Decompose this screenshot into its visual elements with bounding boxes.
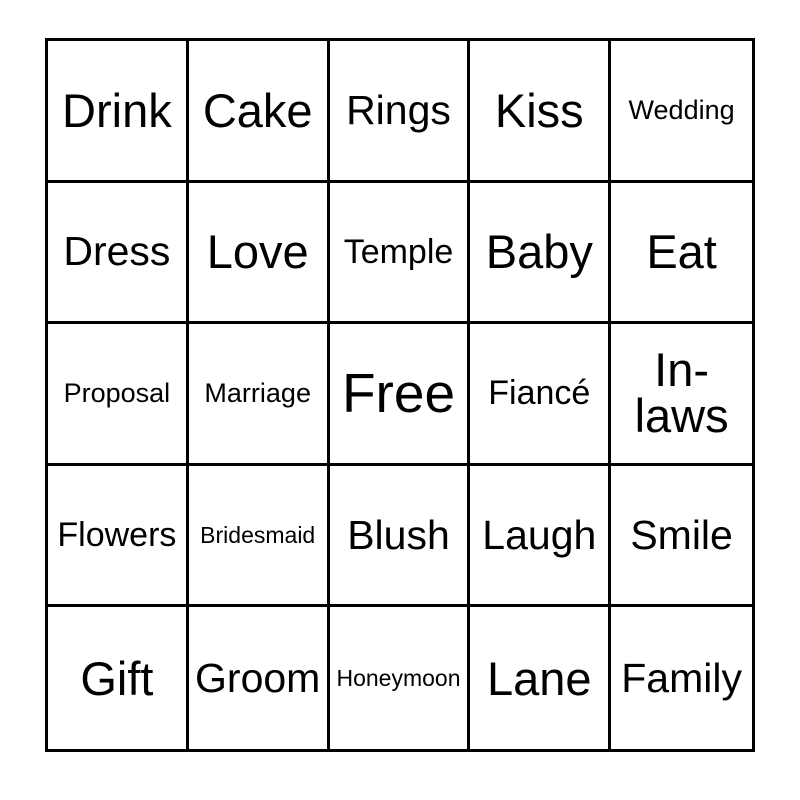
- bingo-cell[interactable]: Flowers: [48, 466, 189, 608]
- bingo-cell[interactable]: Honeymoon: [330, 607, 471, 749]
- bingo-cell[interactable]: Cake: [189, 41, 330, 183]
- bingo-cell[interactable]: Kiss: [470, 41, 611, 183]
- bingo-cell[interactable]: Lane: [470, 607, 611, 749]
- bingo-cell[interactable]: Love: [189, 183, 330, 325]
- bingo-cell[interactable]: Eat: [611, 183, 752, 325]
- bingo-cell[interactable]: In-laws: [611, 324, 752, 466]
- bingo-cell[interactable]: Fiancé: [470, 324, 611, 466]
- bingo-cell[interactable]: Bridesmaid: [189, 466, 330, 608]
- bingo-cell[interactable]: Proposal: [48, 324, 189, 466]
- bingo-cell[interactable]: Rings: [330, 41, 471, 183]
- bingo-cell[interactable]: Gift: [48, 607, 189, 749]
- bingo-cell[interactable]: Drink: [48, 41, 189, 183]
- bingo-card: [45, 38, 755, 752]
- bingo-cell[interactable]: Baby: [470, 183, 611, 325]
- bingo-cell[interactable]: Family: [621, 654, 742, 701]
- bingo-cell[interactable]: Wedding: [611, 41, 752, 183]
- bingo-cell[interactable]: Marriage: [189, 324, 330, 466]
- bingo-cell[interactable]: Temple: [330, 183, 471, 325]
- bingo-cell[interactable]: Laugh: [470, 466, 611, 608]
- bingo-cell[interactable]: Smile: [611, 466, 752, 608]
- bingo-cell[interactable]: Groom: [189, 607, 330, 749]
- bingo-cell[interactable]: Blush: [330, 466, 471, 608]
- bingo-cell[interactable]: Dress: [48, 183, 189, 325]
- bingo-cell[interactable]: Free: [330, 324, 471, 466]
